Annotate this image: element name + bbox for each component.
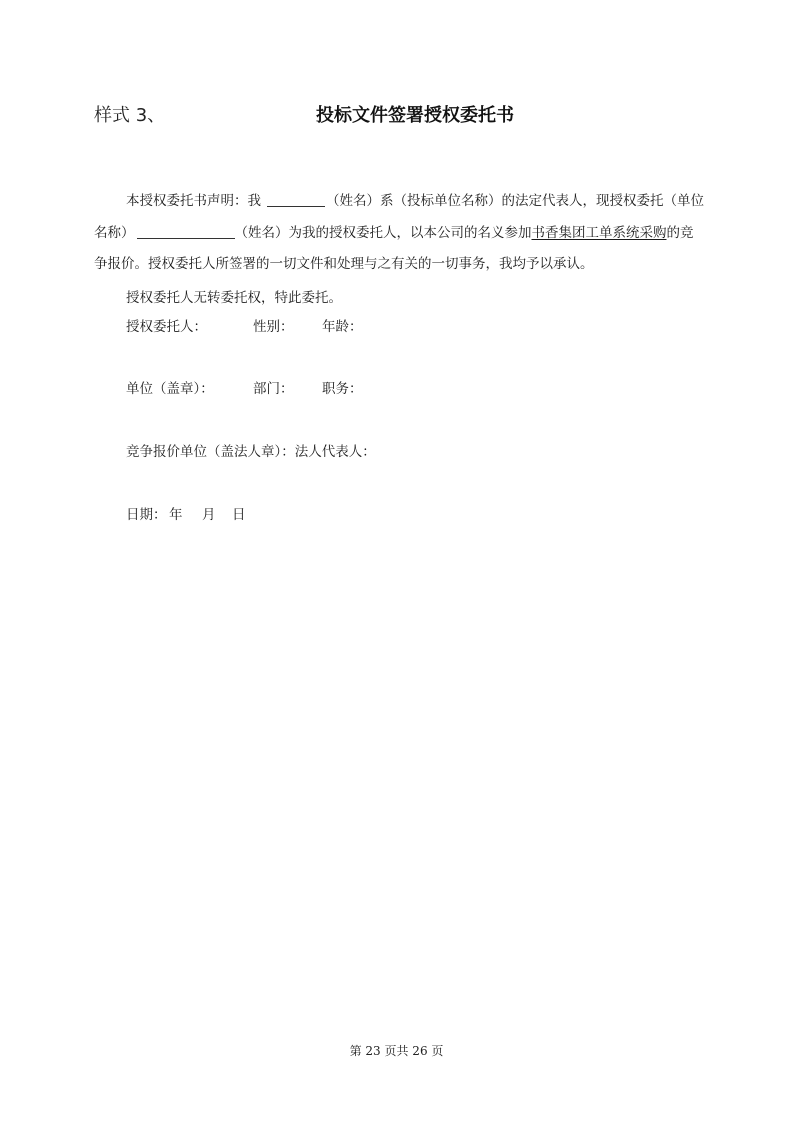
unit-seal-label: 单位（盖章）： bbox=[126, 381, 214, 397]
year-label: 年 bbox=[169, 507, 183, 523]
statement-part-4: 的竞争报价。授权委托人所签署的一切文件和处理与之有关的一切事务，我均予以承认。 bbox=[94, 224, 694, 272]
representative-name-blank bbox=[267, 190, 325, 207]
position-label: 职务： bbox=[322, 381, 363, 397]
no-transfer-statement: 授权委托人无转委托权，特此委托。 bbox=[126, 290, 342, 306]
department-label: 部门： bbox=[253, 381, 294, 397]
statement-part-1: 本授权委托书声明：我 bbox=[126, 193, 261, 209]
statement-part-2: （姓名）系（投标单位名称）的法定代表人，现授权委托（单位名称） bbox=[94, 193, 704, 241]
form-number-label: 样式 3、 bbox=[94, 105, 166, 126]
page-footer: 第 23 页共 26 页 bbox=[349, 1044, 444, 1058]
project-name: 书香集团工单系统采购 bbox=[531, 224, 667, 241]
date-label: 日期： bbox=[126, 507, 167, 523]
month-label: 月 bbox=[202, 507, 216, 523]
agent-label: 授权委托人： bbox=[126, 319, 207, 335]
age-label: 年龄： bbox=[322, 319, 363, 335]
gender-label: 性别： bbox=[253, 319, 294, 335]
bidder-signature-row: 竞争报价单位（盖法人章）：法人代表人： bbox=[126, 444, 376, 460]
authorization-statement bbox=[94, 186, 706, 281]
statement-part-3: （姓名）为我的授权委托人，以本公司的名义参加 bbox=[234, 224, 532, 241]
day-label: 日 bbox=[232, 507, 246, 523]
document-title: 投标文件签署授权委托书 bbox=[316, 105, 514, 126]
agent-name-blank bbox=[137, 222, 235, 239]
